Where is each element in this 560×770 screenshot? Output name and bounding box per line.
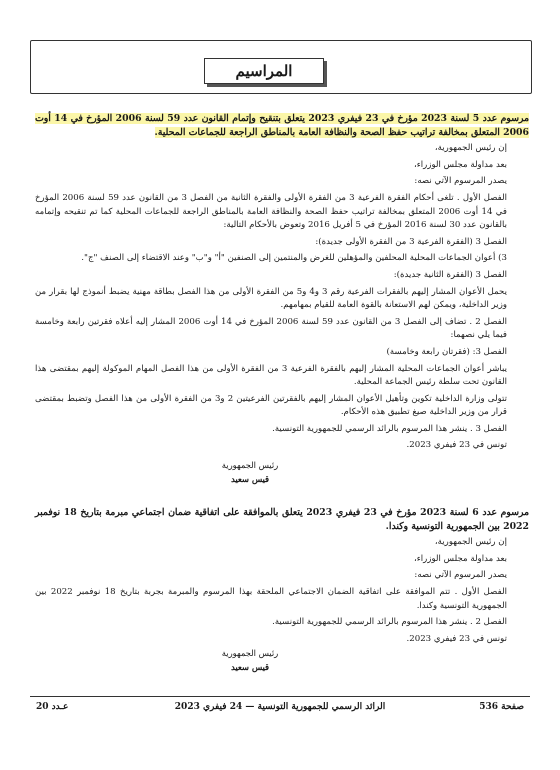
decree-1-paragraph: الفصل 3 (الفقرة الثانية جديدة): [393,269,507,280]
journal-name: الرائد الرسمي للجمهورية التونسية — 24 فيفري 2023 [174,702,386,712]
decree-1-date: تونس في 23 فيفري 2023. [406,440,507,451]
page-number: صفحة 536 [479,702,524,712]
decree-1-paragraph: 3) أعوان الجماعات المحلية المحلفين والمؤهلين للغرض والمنتمين إلى الصنفين "أ" و"ب" وعند الاقتضاء إلى الصنف "ج". [81,253,507,264]
decree-1-article-2: الفصل 2 . تضاف إلى الفصل 3 من القانون عدد 59 لسنة 2006 المؤرخ في 14 أوت 2006 المشار إليه أعلاه فقرتين رابعة وخامسة فيما يلي نصهما: [35,316,508,341]
decree-1-paragraph: يصدر المرسوم الآتي نصه: [414,176,507,187]
section-title: المراسيم [204,58,324,84]
decree-1-article-1: الفصل الأول . تلغى أحكام الفقرة الفرعية 3 من الفقرة الأولى والفقرة الثانية من الفصل 3 من القانون عدد 59 لسنة 2006 المؤرخ في 14 أوت 2006 المتعلق بمخالفة تراتيب حفظ الصحة والنظافة العامة بالمناطق الراجعة للجماعات المحلية كما تم تنقيحه وإتمامه بالقانون عدد 30 لسنة 2016 المؤرخ في 5 أفريل 2016 وتعوض بالأحكام التالية: [35,192,508,231]
decree-2-title: مرسوم عدد 6 لسنة 2023 مؤرخ في 23 فيفري 2023 يتعلق بالموافقة على اتفاقية ضمان اجتماعي مبرمة بتاريخ 18 نوفمبر 2022 بين الجمهورية التونسية وكندا. [35,507,530,532]
signature-name: قيس سعيد [230,474,270,484]
decree-1-paragraph: يحمل الأعوان المشار إليهم بالفقرات الفرعية رقم 3 و4 و5 من الفقرة الأولى من هذا الفصل بطاقة مهنية يضبط أنموذج لها بقرار من وزير الداخلية، ويمكن لهم الاستعانة بالقوة العامة للقيام بمهامهم. [35,286,507,311]
decree-2-date: تونس في 23 فيفري 2023. [406,633,507,644]
decree-1 [35,112,529,456]
signature-role: رئيس الجمهورية [221,460,279,470]
decree-1-article-3: الفصل 3 . ينشر هذا المرسوم بالرائد الرسمي للجمهورية التونسية. [272,423,507,434]
issue-number: عـدد 20 [36,702,69,712]
signature-role: رئيس الجمهورية [221,648,279,658]
decree-2-article-2: الفصل 2 . ينشر هذا المرسوم بالرائد الرسمي للجمهورية التونسية. [272,617,507,628]
page-footer [30,696,530,717]
decree-1-title [35,112,529,139]
decree-2-paragraph: يصدر المرسوم الآتي نصه: [414,570,507,581]
decree-1-paragraph: بعد مداولة مجلس الوزراء، [413,159,507,170]
decree-1-paragraph: إن رئيس الجمهورية، [434,143,507,154]
decree-2-signature [190,646,310,674]
decree-1-title-text: مرسوم عدد 5 لسنة 2023 مؤرخ في 23 فيفري 2023 يتعلق بتنقيح وإتمام القانون عدد 59 لسنة 2006 المؤرخ في 14 أوت 2006 المتعلق بمخالفة تراتيب حفظ الصحة والنظافة العامة بالمناطق الراجعة للجماعات المحلية. [35,113,530,138]
decree-2-paragraph: إن رئيس الجمهورية، [434,537,507,548]
decree-1-paragraph: الفصل 3 (الفقرة الفرعية 3 من الفقرة الأولى جديدة): [315,236,507,247]
decree-1-paragraph: تتولى وزارة الداخلية تكوين وتأهيل الأعوان المشار إليهم بالفقرتين الفرعيتين 2 و3 من الفقرة الأولى من هذا الفصل وتضبط بمقتضى قرار من وزير الداخلية صيغ تطبيق هذه الأحكام. [35,393,508,418]
decree-1-paragraph: يباشر أعوان الجماعات المحلية المشار إليهم بالفقرة الفرعية 3 من الفقرة الأولى من هذا الفصل المهام الموكولة إليهم بمقتضى هذا القانون تحت سلطة رئيس الجماعة المحلية. [35,363,507,388]
decree-2 [35,506,529,649]
decree-2-paragraph: بعد مداولة مجلس الوزراء، [413,553,507,564]
decree-1-signature [190,458,310,486]
decree-2-article-1: الفصل الأول . تتم الموافقة على اتفاقية الضمان الاجتماعي الملحقة بهذا المرسوم والمبرمة بجربة بتاريخ 18 نوفمبر 2022 بين الجمهورية التونسية وكندا. [35,586,507,611]
decree-1-paragraph: الفصل 3: (فقرتان رابعة وخامسة) [386,346,507,357]
signature-name: قيس سعيد [230,662,270,672]
